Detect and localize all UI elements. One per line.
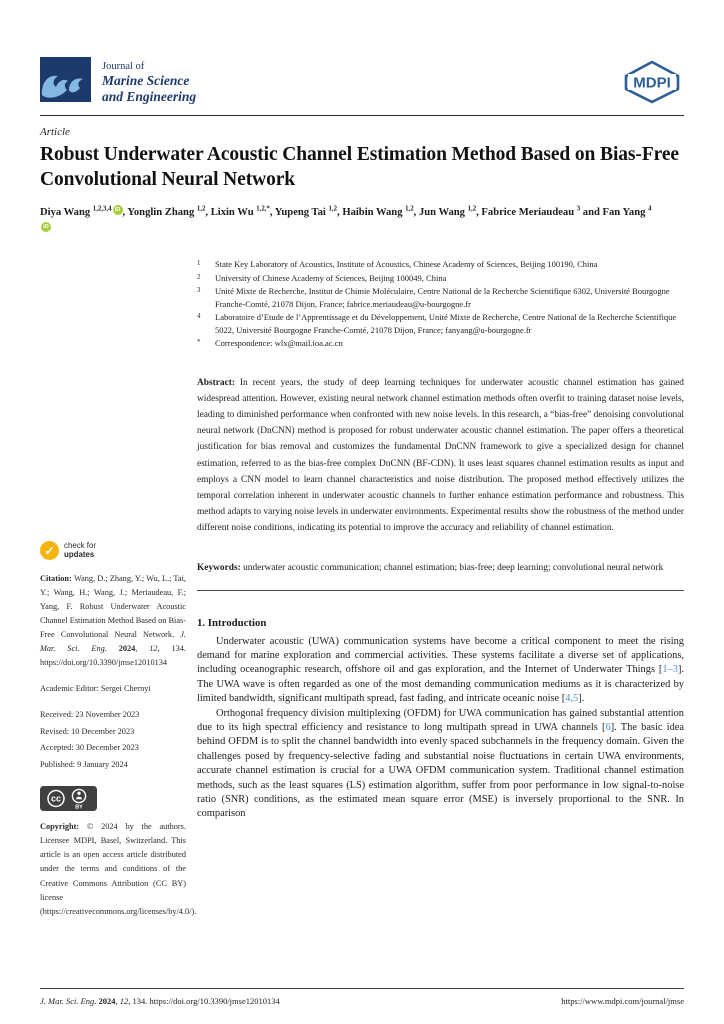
affiliation-number: 1 xyxy=(197,260,201,268)
intro-paragraph-2: Orthogonal frequency division multiplexing (OFDM) for UWA communication has gained substantial attention due to its high spectral efficiency and resistance to long multipath spread in UWA channels [6]. The basic idea behind OFDM is to split the channel bandwidth into evenly spaced subchannels in the frequency domain. Given the challenges posed by frequency-selective fading and substantial noise fluctuations in certain UWA environments, accurate channel estimation is crucial for a UWA OFDM communication system. Traditional channel estimation methods, such as the least squares (LS) estimation algorithm, suffer from poor performance in low signal-to-noise ratio (SNR) conditions, as the estimated mean square error (MSE) is inversely proportional to the SNR. In comparison xyxy=(197,707,684,820)
affiliation-number: 4 xyxy=(197,313,201,321)
affiliation-number: 2 xyxy=(197,273,201,281)
mdpi-logo-text: MDPI xyxy=(633,74,671,92)
keywords-text: Keywords: underwater acoustic communication; channel estimation; bias-free; deep learning; convolutional neural network xyxy=(197,563,664,574)
academic-editor: Academic Editor: Sergei Chernyi xyxy=(40,684,151,693)
affiliation-text: Unité Mixte de Recherche, Institut de Chimie Moléculaire, Centre National de la Recherche Scientifique 6302, Université Bourgogne Franche-Comté, 21078 Dijon, France; fabrice.meriaudeau@u-bourgogne.fr xyxy=(215,285,670,309)
check-for-updates-badge[interactable] xyxy=(40,541,186,560)
copyright-text: Copyright: © 2024 by the authors. Licensee MDPI, Basel, Switzerland. This article is an open access article distributed under the terms and conditions of the Creative Commons Attribution (CC BY) license (https://creativecommons.org/licenses/by/4.0/). xyxy=(40,821,197,917)
header-divider xyxy=(40,115,684,116)
authors-line: Diya Wang $^{1,2,3,4}$ iD , Yonglin Zhang $^{1,2}$, Lixin Wu $^{1,2,*}$, Yupeng Tai $^{1,2}$, Haibin Wang $^{1,2}$, Jun Wang $^{1,2}$, Fabrice Meriaudeau $^3$ and Fan Yang $^4$iD xyxy=(40,205,652,230)
date-row xyxy=(40,724,186,741)
date-row xyxy=(40,740,186,757)
journal-logo-block xyxy=(40,57,196,104)
cc-icon: cc xyxy=(50,793,62,804)
journal-name-line: Marine Science xyxy=(102,73,190,89)
affiliation-number: * xyxy=(197,339,201,347)
date-row xyxy=(40,757,186,774)
journal-name-line: and Engineering xyxy=(102,88,197,104)
date-value: 9 January 2024 xyxy=(77,760,128,770)
page-header xyxy=(40,57,684,105)
citation-text: Citation: Wang, D.; Zhang, Y.; Wu, L.; Tai, Y.; Wang, H.; Wang, J.; Meriaudeau, F.; Yang, F. Robust Underwater Acoustic Channel Estimation Method Based on Bias-Free Convolutional Neural Network. J. Mar. Sci. Eng. 2024, 12, 134. https://doi.org/10.3390/jmse12010134 xyxy=(40,574,186,668)
affiliation-number: 3 xyxy=(197,286,201,294)
intro-paragraph-1: Underwater acoustic (UWA) communication systems have become a critical component to meet the rising demand for marine exploration and commercial activities. These systems facilitate a diverse set of applications, including oceanographic research, offshore oil and gas exploration, and the Internet of Underwater Things [1–3]. The UWA wave is often regarded as one of the most demanding communication mediums as it is characterized by limited bandwidth, significant multipath spread, fast fading, and intricate oceanic noise [4,5]. xyxy=(197,635,684,705)
affiliations-list xyxy=(197,258,684,350)
orcid-icon[interactable]: iD xyxy=(41,222,51,232)
reference-link[interactable]: 4,5 xyxy=(565,693,579,705)
keywords-divider xyxy=(197,590,684,591)
page-footer xyxy=(40,988,684,1006)
footer-citation: J. Mar. Sci. Eng. 2024, 12, 134. https://doi.org/10.3390/jmse12010134 xyxy=(40,996,280,1006)
article-type-label: Article xyxy=(40,126,70,138)
check-label-line2: updates xyxy=(64,549,95,559)
section-heading-introduction: 1. Introduction xyxy=(197,616,267,629)
date-row xyxy=(40,707,186,724)
content-row xyxy=(40,252,684,919)
journal-name xyxy=(102,57,196,104)
sidebar xyxy=(40,252,197,919)
affiliation-text: State Key Laboratory of Acoustics, Institute of Acoustics, Chinese Academy of Sciences, Beijing 100190, China xyxy=(215,259,598,270)
footer-journal-link[interactable]: https://www.mdpi.com/journal/jmse xyxy=(561,996,684,1006)
check-icon: ✓ xyxy=(40,541,59,560)
affiliation-text: Laboratoire d’Etude de l’Apprentissage et du Développement, Unité Mixte de Recherche, Centre National de la Recherche Scientifique 5022, Université Bourgogne Franche-Comté, 21078 Dijon, France; fanyang@u-bourgogne.fr xyxy=(215,312,677,336)
cc-by-license-badge[interactable] xyxy=(40,786,97,811)
journal-wave-logo-icon xyxy=(40,57,91,102)
abstract-text: Abstract: In recent years, the study of deep learning techniques for underwater acoustic channel estimation has gained widespread attention. However, existing neural network channel estimation methods often overfit to training dataset noise levels, leading to diminished performance when confronted with new noise levels. In this research, a “bias-free” denoising convolutional neural network (DnCNN) method is proposed for robust underwater acoustic channel estimation. The paper offers a theoretical justification for bias removal and customizes the fundamental DnCNN framework to give a specialized design for channel estimation, referred to as the bias-free complex DnCNN (BF-CDN). It uses least squares channel estimation results as input and employs a CNN model to learn channel characteristics and noise distribution. The proposed method effectively utilizes the temporal correlation inherent in underwater acoustic channels to further enhance estimation performance and robustness. This method adapts to varying noise levels in underwater environments. Experimental results show the robustness of the method under different noise conditions, indicating its potential to improve the accuracy and reliability of channel estimation. xyxy=(197,377,684,534)
date-label: Published: xyxy=(40,760,76,770)
date-value: 30 December 2023 xyxy=(75,743,139,753)
dates-block xyxy=(40,707,186,773)
affiliation-item xyxy=(197,285,684,311)
mdpi-logo-icon[interactable] xyxy=(620,59,684,105)
date-value: 23 November 2023 xyxy=(75,710,140,720)
date-value: 10 December 2023 xyxy=(71,726,135,736)
check-label-line1: check for xyxy=(64,541,97,551)
check-for-updates-label xyxy=(64,542,96,560)
affiliation-item xyxy=(197,272,684,285)
affiliation-text: Correspondence: wlx@mail.ioa.ac.cn xyxy=(215,338,343,349)
affiliation-item xyxy=(197,337,684,350)
page-title: Robust Underwater Acoustic Channel Estimation Method Based on Bias-Free Convolutional Neural Network xyxy=(40,144,679,190)
reference-link[interactable]: 1–3 xyxy=(662,664,678,676)
by-icon: BY xyxy=(75,804,83,811)
journal-name-prefix: Journal of xyxy=(102,61,145,72)
main-column xyxy=(197,252,684,919)
affiliation-item xyxy=(197,311,684,337)
reference-link[interactable]: 6 xyxy=(605,721,611,733)
orcid-icon[interactable]: iD xyxy=(113,205,123,215)
date-label: Received: xyxy=(40,710,74,720)
affiliation-text: University of Chinese Academy of Sciences, Beijing 100049, China xyxy=(215,272,447,283)
date-label: Accepted: xyxy=(40,743,74,753)
date-label: Revised: xyxy=(40,726,70,736)
affiliation-item xyxy=(197,258,684,271)
